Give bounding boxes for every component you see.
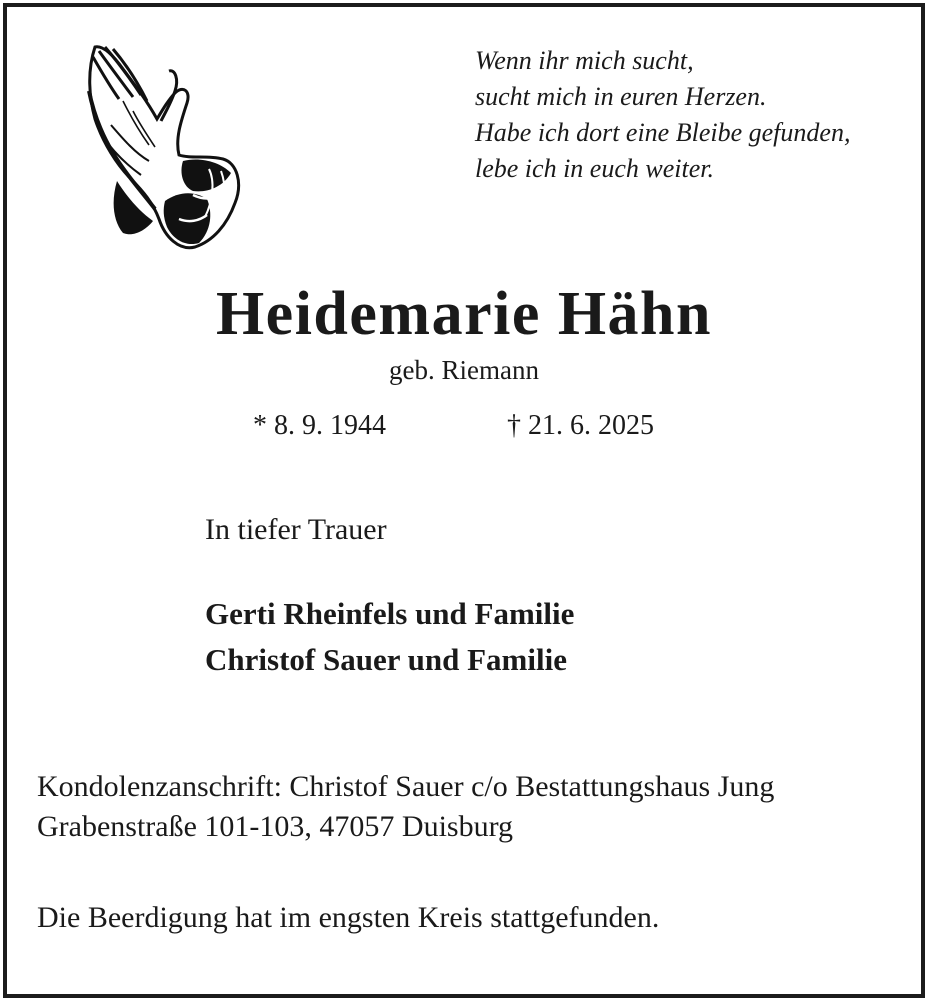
condolence-address xyxy=(37,767,774,847)
birth-date: * 8. 9. 1944 xyxy=(253,410,386,441)
condolence-line-2: Grabenstraße 101-103, 47057 Duisburg xyxy=(37,810,514,843)
praying-hands-icon xyxy=(83,41,245,253)
poem-line-3: Habe ich dort eine Bleibe gefunden, xyxy=(475,118,851,147)
poem xyxy=(475,43,850,187)
burial-note: Die Beerdigung hat im engsten Kreis stattgefunden. xyxy=(37,901,660,934)
death-date: † 21. 6. 2025 xyxy=(507,410,654,441)
poem-line-4: lebe ich in euch weiter. xyxy=(475,154,714,183)
obituary-notice xyxy=(3,3,925,998)
maiden-name: geb. Riemann xyxy=(389,355,539,385)
mourner-family-2: Christof Sauer und Familie xyxy=(205,642,567,677)
condolence-line-1: Kondolenzanschrift: Christof Sauer c/o Bestattungshaus Jung xyxy=(37,770,775,803)
mourning-intro: In tiefer Trauer xyxy=(205,513,387,546)
poem-line-1: Wenn ihr mich sucht, xyxy=(475,46,694,75)
deceased-name: Heidemarie Hähn xyxy=(215,280,713,348)
poem-line-2: sucht mich in euren Herzen. xyxy=(475,82,767,111)
mourner-family-1: Gerti Rheinfels und Familie xyxy=(205,596,575,631)
mourners-list xyxy=(205,591,574,683)
